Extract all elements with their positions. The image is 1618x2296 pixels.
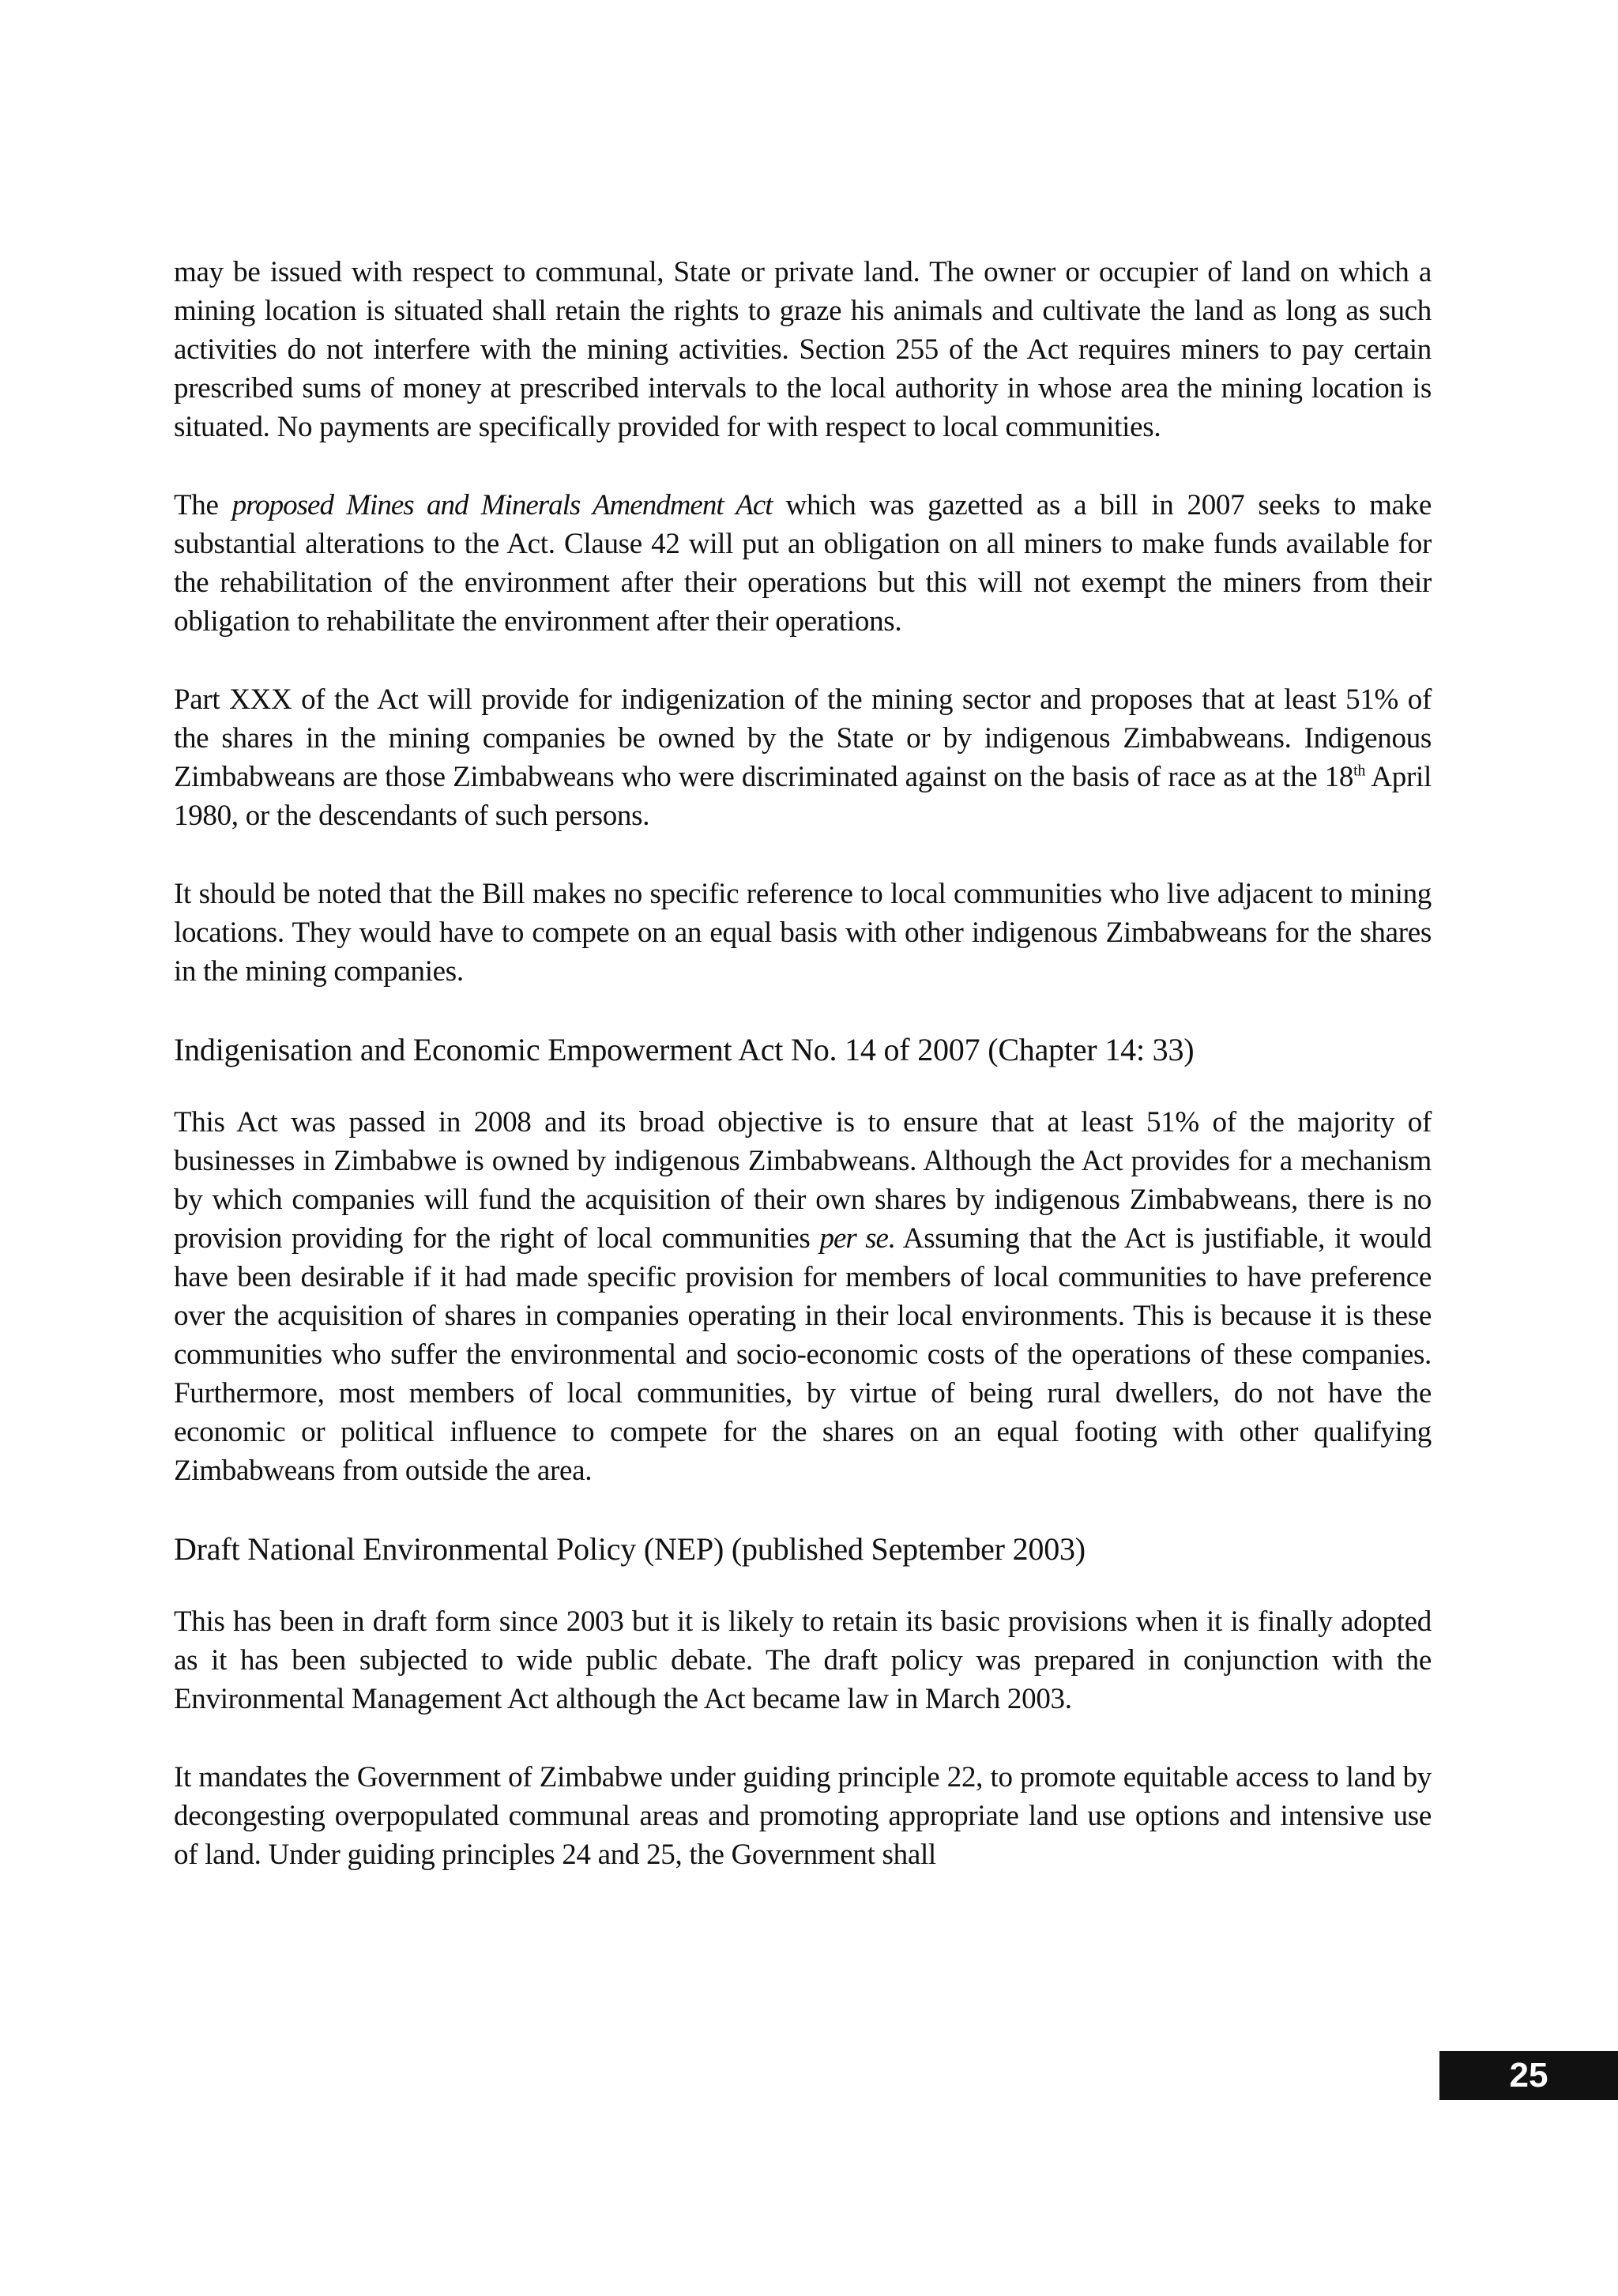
amendment-bill-text-after: which was gazetted as a bill in 2007 seeks to make substantial alterations to the Act. Clause 42 will put an obligation on all miners to make funds available for the rehabilitation of the environment after their operations but this will not exempt the miners from their obligation to rehabilitate the environment after their operations. [174,489,1432,638]
paragraph-indigenisation-act [174,1103,1432,1490]
page-number-badge: 25 [1439,2051,1618,2100]
heading-draft-nep: Draft National Environmental Policy (NEP) (published September 2003) [174,1531,1086,1567]
paragraph-mining-location-rights: may be issued with respect to communal, State or private land. The owner or occupier of land on which a mining location is situated shall retain the rights to graze his animals and cultivate the land as long as such activities do not interfere with the mining activities. Section 255 of the Act requires miners to pay certain prescribed sums of money at prescribed intervals to the local authority in whose area the mining location is situated. No payments are specifically provided for with respect to local communities. [174,256,1432,443]
paragraph-guiding-principles: It mandates the Government of Zimbabwe under guiding principle 22, to promote equitable access to land by decongesting overpopulated communal areas and promoting appropriate land use options and intensive use of land. Under guiding principles 24 and 25, the Government shall [174,1761,1432,1871]
amendment-bill-title: proposed Mines and Minerals Amendment Act [231,489,773,521]
ordinal-suffix: th [1353,762,1366,780]
amendment-bill-text-before: The [174,489,232,521]
indigenization-text-before: Part XXX of the Act will provide for indigenization of the mining sector and proposes that at least 51% of the shares in the mining companies be owned by the State or by indigenous Zimbabweans. Indigenous Zimbabweans are those Zimbabweans who were discriminated against on the basis of race as at the 18 [174,683,1432,793]
heading-indigenisation-act: Indigenisation and Economic Empowerment Act No. 14 of 2007 (Chapter 14: 33) [174,1032,1195,1067]
paragraph-local-communities: It should be noted that the Bill makes no specific reference to local communities who live adjacent to mining locations. They would have to compete on an equal basis with other indigenous Zimbabweans for the shares in the mining companies. [174,878,1432,988]
paragraph-amendment-bill [174,486,1432,641]
indigenisation-act-text-before: This Act was passed in 2008 and its broad objective is to ensure that at least 51% of the majority of businesses in Zimbabwe is owned by indigenous Zimbabweans. Although the Act provides for a mechanism by which companies will fund the acquisition of their own shares by indigenous Zimbabweans, there is no provision providing for the right of local communities [174,1106,1432,1255]
paragraph-draft-nep: This has been in draft form since 2003 but it is likely to retain its basic provisions when it is finally adopted as it has been subjected to wide public debate. The draft policy was prepared in conjunction with the Environmental Management Act although the Act became law in March 2003. [174,1605,1432,1715]
indigenisation-act-text-after: . Assuming that the Act is justifiable, it would have been desirable if it had made specific provision for members of local communities to have preference over the acquisition of shares in companies operating in their local environments. This is because it is these communities who suffer the environmental and socio-economic costs of the operations of these companies. Furthermore, most members of local communities, by virtue of being rural dwellers, do not have the economic or political influence to compete for the shares on an equal footing with other qualifying Zimbabweans from outside the area. [174,1222,1432,1487]
indigenization-text-after: April 1980, or the descendants of such persons. [174,761,1432,832]
paragraph-indigenization [174,680,1432,835]
page-body [174,253,1432,1914]
per-se-italic: per se [819,1222,888,1255]
